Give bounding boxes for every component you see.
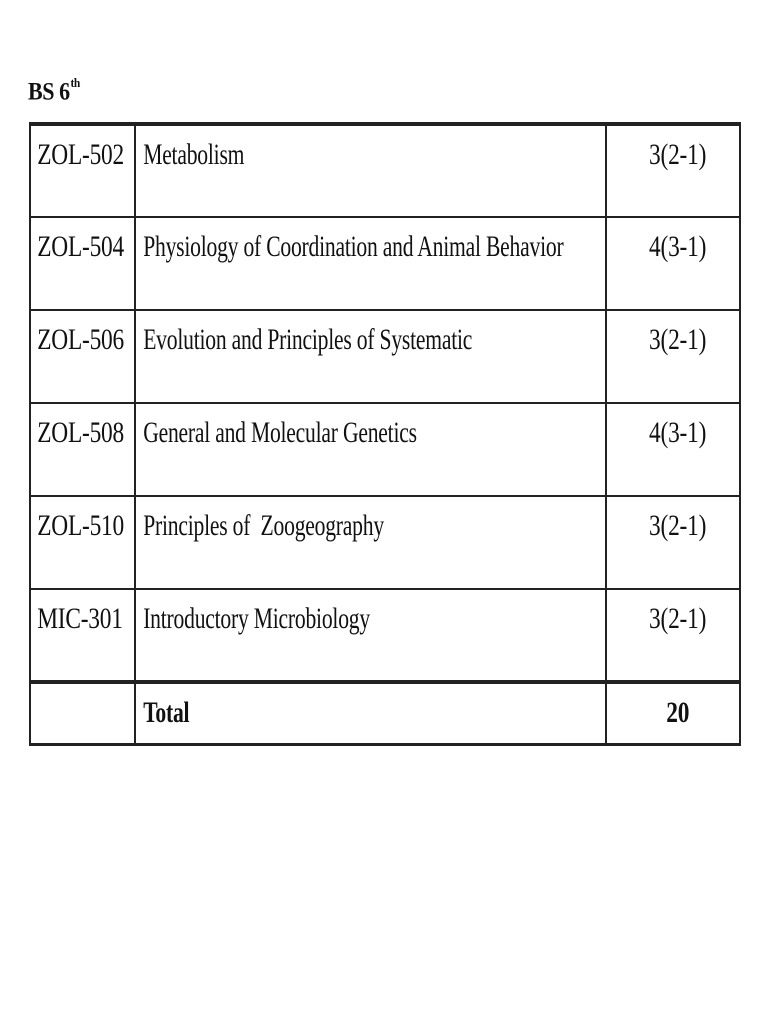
semester-heading (28, 75, 80, 106)
course-title: General and Molecular Genetics (143, 416, 417, 449)
course-table (29, 122, 741, 746)
course-code: MIC-301 (37, 602, 123, 635)
course-code-cell (30, 496, 135, 589)
course-title-cell (135, 124, 606, 217)
table-row (30, 310, 740, 403)
total-label: Total (143, 696, 190, 729)
course-credits-cell (606, 403, 740, 496)
course-credits-cell (606, 496, 740, 589)
course-title-cell (135, 217, 606, 310)
total-code (31, 694, 37, 708)
course-code: ZOL-506 (37, 323, 124, 356)
course-credits: 3(2-1) (649, 138, 707, 171)
total-label-cell (135, 682, 606, 744)
course-code-cell (30, 589, 135, 682)
course-title-cell (135, 496, 606, 589)
course-title: Principles of Zoogeography (143, 509, 384, 542)
table-row (30, 496, 740, 589)
course-credits: 4(3-1) (649, 230, 707, 263)
total-credits: 20 (666, 696, 690, 729)
course-credits: 3(2-1) (649, 509, 707, 542)
course-code: ZOL-508 (37, 416, 124, 449)
course-code-cell (30, 217, 135, 310)
course-code-cell (30, 403, 135, 496)
course-title: Evolution and Principles of Systematic (143, 323, 473, 356)
course-code: ZOL-510 (37, 509, 124, 542)
course-title: Physiology of Coordination and Animal Behavior (143, 230, 564, 263)
table-row (30, 217, 740, 310)
course-title-cell (135, 589, 606, 682)
course-credits: 3(2-1) (649, 602, 707, 635)
semester-heading-text: BS 6 (28, 78, 70, 106)
course-title-cell (135, 310, 606, 403)
course-credits-cell (606, 589, 740, 682)
course-code: ZOL-502 (37, 138, 124, 171)
course-code-cell (30, 310, 135, 403)
course-credits: 3(2-1) (649, 323, 707, 356)
course-code-cell (30, 124, 135, 217)
total-row (30, 682, 740, 744)
course-title: Introductory Microbiology (143, 602, 370, 635)
course-credits-cell (606, 124, 740, 217)
total-credits-cell (606, 682, 740, 744)
course-code: ZOL-504 (37, 230, 124, 263)
total-code-cell (30, 682, 135, 744)
course-title-cell (135, 403, 606, 496)
course-credits: 4(3-1) (649, 416, 707, 449)
course-credits-cell (606, 217, 740, 310)
table-row (30, 403, 740, 496)
table-row (30, 589, 740, 682)
semester-heading-superscript: th (70, 75, 80, 90)
course-credits-cell (606, 310, 740, 403)
course-title: Metabolism (143, 138, 245, 171)
table-row (30, 124, 740, 217)
